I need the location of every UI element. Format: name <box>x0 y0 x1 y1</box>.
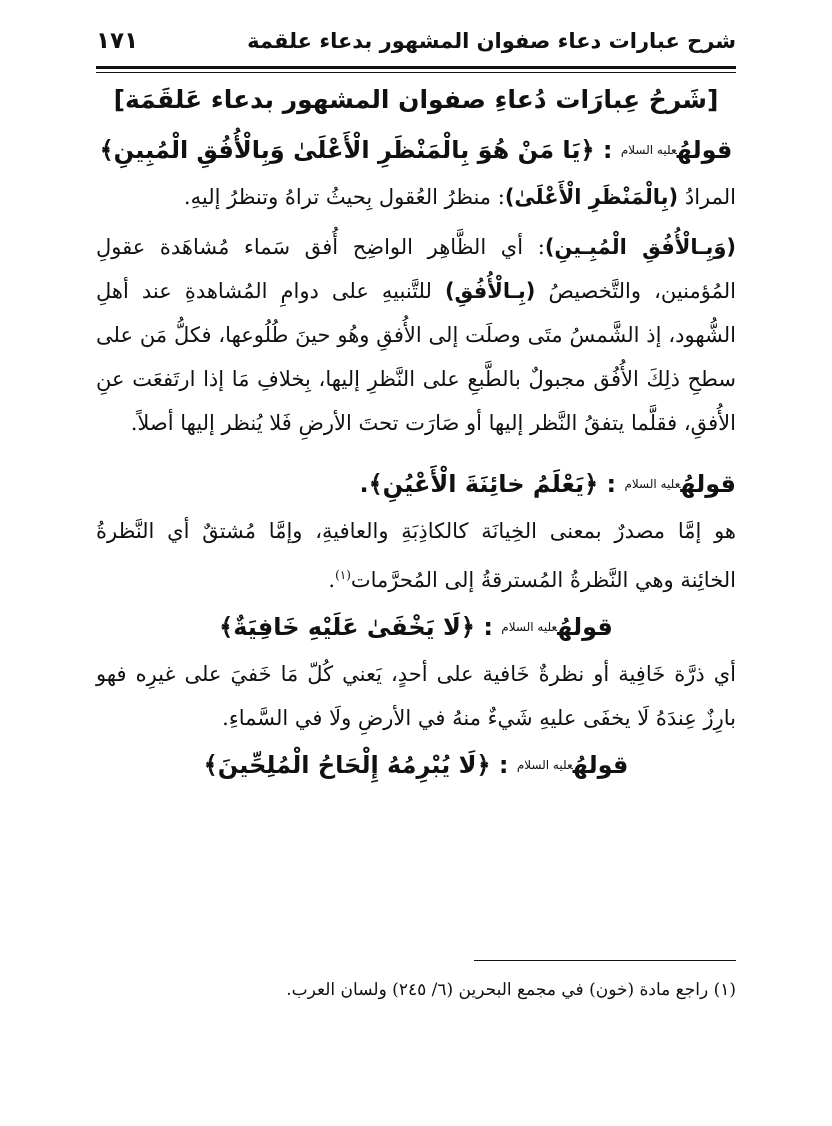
quote-heading-4 <box>96 740 736 790</box>
quote-text: : ﴿لَا يَخْفَىٰ عَلَيْهِ خَافِيَةٌ﴾ <box>219 613 493 641</box>
term: (بِـالْأُفُقِ) <box>444 279 536 303</box>
quote-heading-3 <box>96 602 736 652</box>
paragraph-1 <box>96 175 736 219</box>
honorific-glyph: عليه السلام <box>516 758 573 772</box>
qawl-label: قولهُ <box>680 470 736 498</box>
qawl-label: قولهُ <box>676 136 733 164</box>
header-rule <box>96 66 736 73</box>
term: (وَبِـالْأُفُقِ الْمُبِـينِ) <box>544 235 736 259</box>
section-title: [شَرحُ عِبارَات دُعاءِ صفوان المشهور بدعاء عَلقَمَة] <box>113 85 719 114</box>
term: (بِالْمَنْظَرِ الْأَعْلَىٰ) <box>504 185 679 209</box>
quote-text: : ﴿يَا مَنْ هُوَ بِالْمَنْظَرِ الْأَعْلَىٰ وَبِالْأُفُقِ الْمُبِينِ﴾ <box>99 136 613 164</box>
honorific-glyph: عليه السلام <box>620 143 677 157</box>
paragraph-4 <box>96 652 736 740</box>
paragraph-text: : منظرُ العُقول بِحيثُ تراهُ وتنظرُ إليهِ. <box>183 185 505 209</box>
qawl-label: قولهُ <box>557 613 613 641</box>
quote-text: : ﴿لَا يُبْرِمُهُ إِلْحَاحُ الْمُلِحِّينَ﴾ <box>203 751 509 779</box>
honorific-glyph: عليه السلام <box>501 620 558 634</box>
quote-text: : ﴿يَعْلَمُ خائِنَةَ الْأَعْيُنِ﴾. <box>359 470 617 498</box>
footnote: (١) راجع مادة (خون) في مجمع البحرين (٦/ ٢٤٥) ولسان العرب. <box>286 980 736 1000</box>
paragraph-2 <box>96 225 736 445</box>
paragraph-text: للتَّنبيهِ على دوامِ المُشاهدةِ عند أهلِ الشُّهود، إذ الشَّمسُ متَى وصلَت إلى الأُفقِ وهُو حينَ طُلُوعها، فكلُّ مَن على سطحِ ذلِكَ الأُفُق مجبولٌ بالطَّبعِ على النَّظرِ إليها، بِخلافِ مَا إذا ارتَفعَت عنِ الأُفقِ، فقلَّما يتفقُ النَّظر إليها أو صَارَت تحتَ الأرضِ فَلا يُنظر إليها أصلاً. <box>96 279 736 435</box>
paragraph-text: أي ذرَّة خَافِية أو نظرةٌ خَافية على أحدٍ، يَعني كُلّ مَا خَفيَ على غيرِه فهو بارِزٌ عِندَهُ لَا يخفَى عليهِ شَيءٌ منهُ في الأرضِ ولَا في السَّماءِ. <box>96 662 736 730</box>
running-head <box>96 28 736 64</box>
quote-heading-2 <box>96 459 736 509</box>
book-page <box>96 28 736 1098</box>
footnote-rule <box>474 960 736 961</box>
honorific-glyph: عليه السلام <box>624 477 681 491</box>
paragraph-lead: المرادُ <box>684 185 736 209</box>
quote-heading-1 <box>96 125 736 175</box>
footnote-reference: (١) <box>335 568 351 582</box>
paragraph-3 <box>96 509 736 602</box>
paragraph-text: هو إمَّا مصدرٌ بمعنى الخِيانَة كالكاذِبَةِ والعافيةِ، وإمَّا مُشتقٌ أي النَّظرةُ الخائِنة وهي النَّظرةُ المُسترقةُ إلى المُحرَّمات <box>96 519 736 592</box>
running-title: شرح عبارات دعاء صفوان المشهور بدعاء علقمة <box>247 29 736 53</box>
paragraph-text: : أي الظَّاهِر الواضِح أُفق سَماء مُشاهَدة عقولِ المُؤمنين، والتَّخصيصُ <box>96 235 736 303</box>
qawl-label: قولهُ <box>572 751 629 779</box>
paragraph-end: . <box>328 568 336 592</box>
page-number: ١٧١ <box>96 28 139 54</box>
